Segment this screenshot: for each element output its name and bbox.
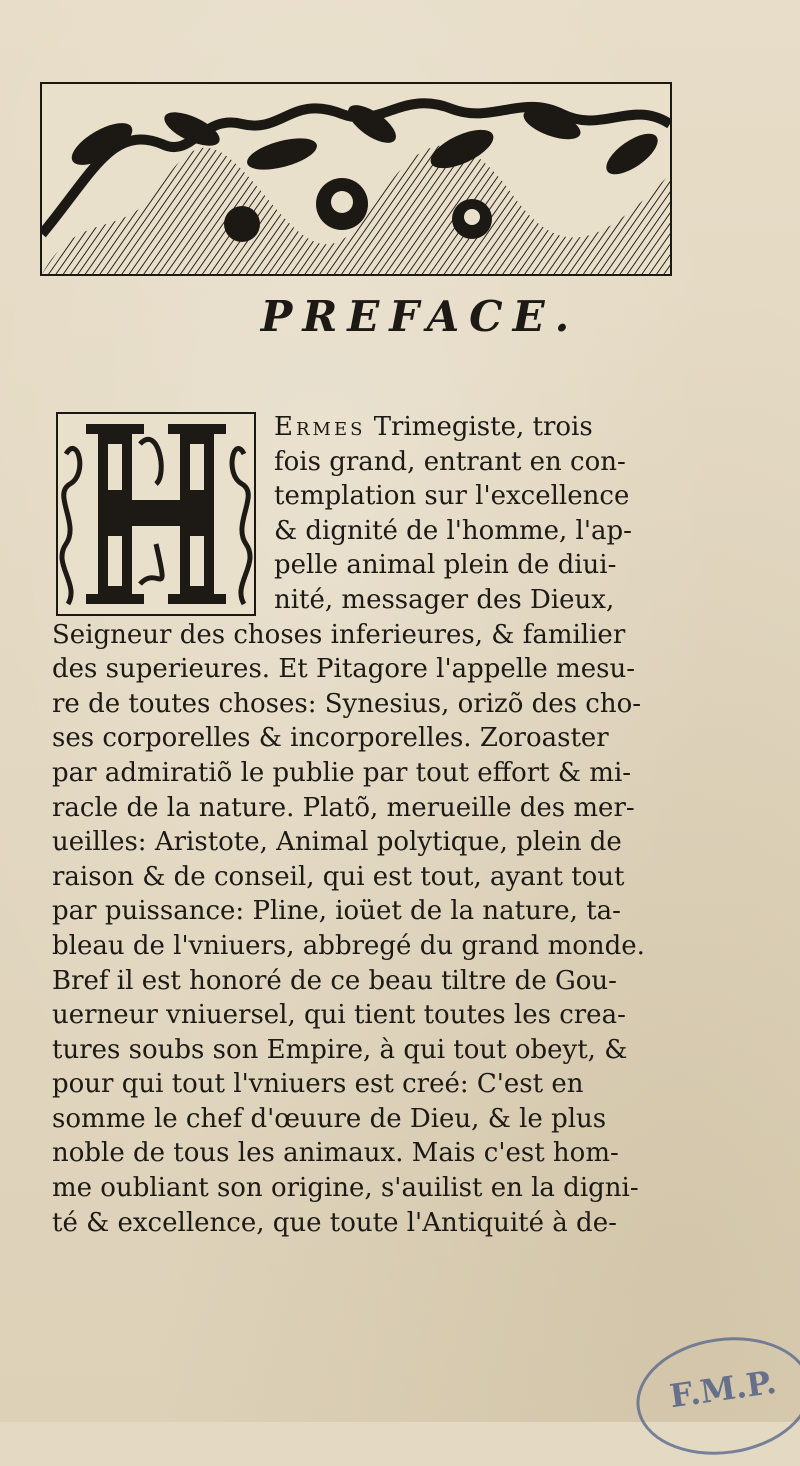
text-line: par admiratiõ le publie par tout effort & mi- <box>52 757 632 788</box>
text-line: Bref il est honoré de ce beau tiltre de Gou- <box>52 965 617 996</box>
text-line: re de toutes choses: Synesius, orizõ des cho- <box>52 688 642 719</box>
text-line: pelle animal plein de diui- <box>274 550 617 581</box>
text-line: pour qui tout l'vniuers est creé: C'est en <box>52 1069 584 1100</box>
text-line: racle de la nature. Platõ, merueille des mer- <box>52 792 635 823</box>
text-line: fois grand, entrant en con- <box>274 446 626 477</box>
text-line: & dignité de l'homme, l'ap- <box>274 515 632 546</box>
text-line: des superieures. Et Pitagore l'appelle mesu- <box>52 654 635 685</box>
text-line: uerneur vniuersel, qui tient toutes les crea- <box>52 1000 626 1031</box>
lead-word: Ermes <box>274 412 366 442</box>
text-line: tures soubs son Empire, à qui tout obeyt, & <box>52 1034 628 1065</box>
text-line: par puissance: Pline, ioüet de la nature, ta- <box>52 896 621 927</box>
library-stamp: F.M.P. <box>629 1326 800 1465</box>
text-line: té & excellence, que toute l'Antiquité à de- <box>52 1207 617 1238</box>
text-line: raison & de conseil, qui est tout, ayant tout <box>52 861 625 892</box>
text-line: bleau de l'vniuers, abbregé du grand monde. <box>52 930 645 961</box>
preface-text <box>52 410 657 1240</box>
text-line: nité, messager des Dieux, <box>274 584 615 615</box>
foliage-ornament-icon <box>42 84 670 274</box>
text-line: templation sur l'excellence <box>274 481 630 512</box>
woodcut-headpiece <box>40 82 672 276</box>
page-title: PREFACE. <box>260 292 580 341</box>
text-line: somme le chef d'œuure de Dieu, & le plus <box>52 1103 607 1134</box>
text-line: noble de tous les animaux. Mais c'est hom- <box>52 1138 619 1169</box>
text-line: ses corporelles & incorporelles. Zoroaster <box>52 723 609 754</box>
text-line: Ermes Trimegiste, trois <box>274 412 593 442</box>
text-line: me oubliant son origine, s'auilist en la digni- <box>52 1173 639 1204</box>
text-line: ueilles: Aristote, Animal polytique, plein de <box>52 827 622 858</box>
text-line: Seigneur des choses inferieures, & familier <box>52 619 626 650</box>
